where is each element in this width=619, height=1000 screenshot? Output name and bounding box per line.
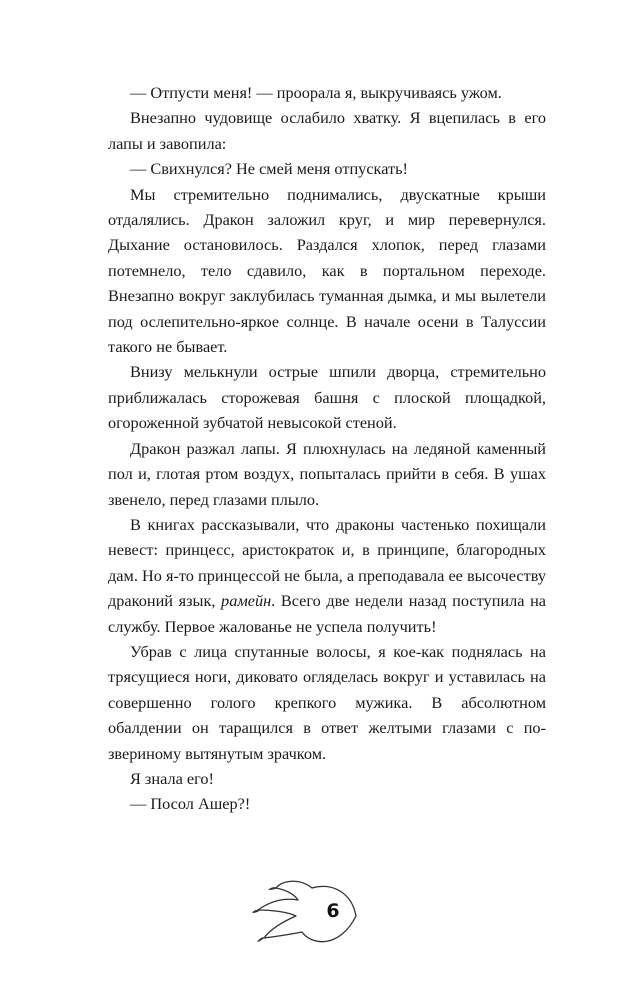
paragraph: Мы стремительно поднимались, двускатные крыши отдалялись. Дракон заложил круг, и мир перевернулся. Дыхание остановилось. Раздался хлопок, перед глазами потемнело, тело сдавило, как в портальном переходе. Внезапно вокруг заклубилась туманная дымка, и мы вылетели под ослепительно-яркое солнце. В начале осени в Талуссии такого не бывает.: [108, 184, 546, 357]
dragon-claw-icon: [252, 876, 362, 952]
page-number-badge: [252, 876, 362, 952]
paragraph: — Свихнулся? Не смей меня отпускать!: [130, 159, 408, 179]
body-text: [108, 80, 546, 817]
paragraph: Внизу мелькнули острые шпили дворца, стремительно приближалась сторожевая башня с плоской площадкой, огороженной зубчатой невысокой стеной.: [108, 362, 546, 433]
paragraph: Дракон разжал лапы. Я плюхнулась на ледяной каменный пол и, глотая ртом воздух, попыталась прийти в себя. В ушах звенело, перед глазами плыло.: [108, 438, 546, 509]
paragraph: Внезапно чудовище ослабило хватку. Я вцепилась в его лапы и завопила:: [108, 108, 546, 153]
paragraph: Убрав с лица спутанные волосы, я кое-как поднялась на трясущиеся ноги, диковато огляделась вокруг и уставилась на совершенно голого крепкого мужика. В абсолютном обалдении он таращился в ответ желтыми глазами с по-звериному вытянутым зрачком.: [108, 641, 546, 763]
paragraph: [108, 512, 546, 639]
page-number: 6: [326, 900, 340, 922]
paragraph-part: . Всего две недели назад поступила на службу. Первое жалованье не успела получить!: [108, 591, 547, 636]
italic-term: рамейн: [221, 591, 272, 611]
paragraph: — Посол Ашер?!: [130, 794, 251, 814]
paragraph-part: В книгах рассказывали, что драконы частенько похищали невест: принцесс, аристократок и, в принципе, благородных дам. Но я-то принцессой не была, а преподавала ее высочеству драконий язык,: [108, 514, 546, 611]
paragraph: Я знала его!: [130, 768, 214, 788]
paragraph: — Отпусти меня! — проорала я, выкручиваясь ужом.: [130, 83, 502, 102]
